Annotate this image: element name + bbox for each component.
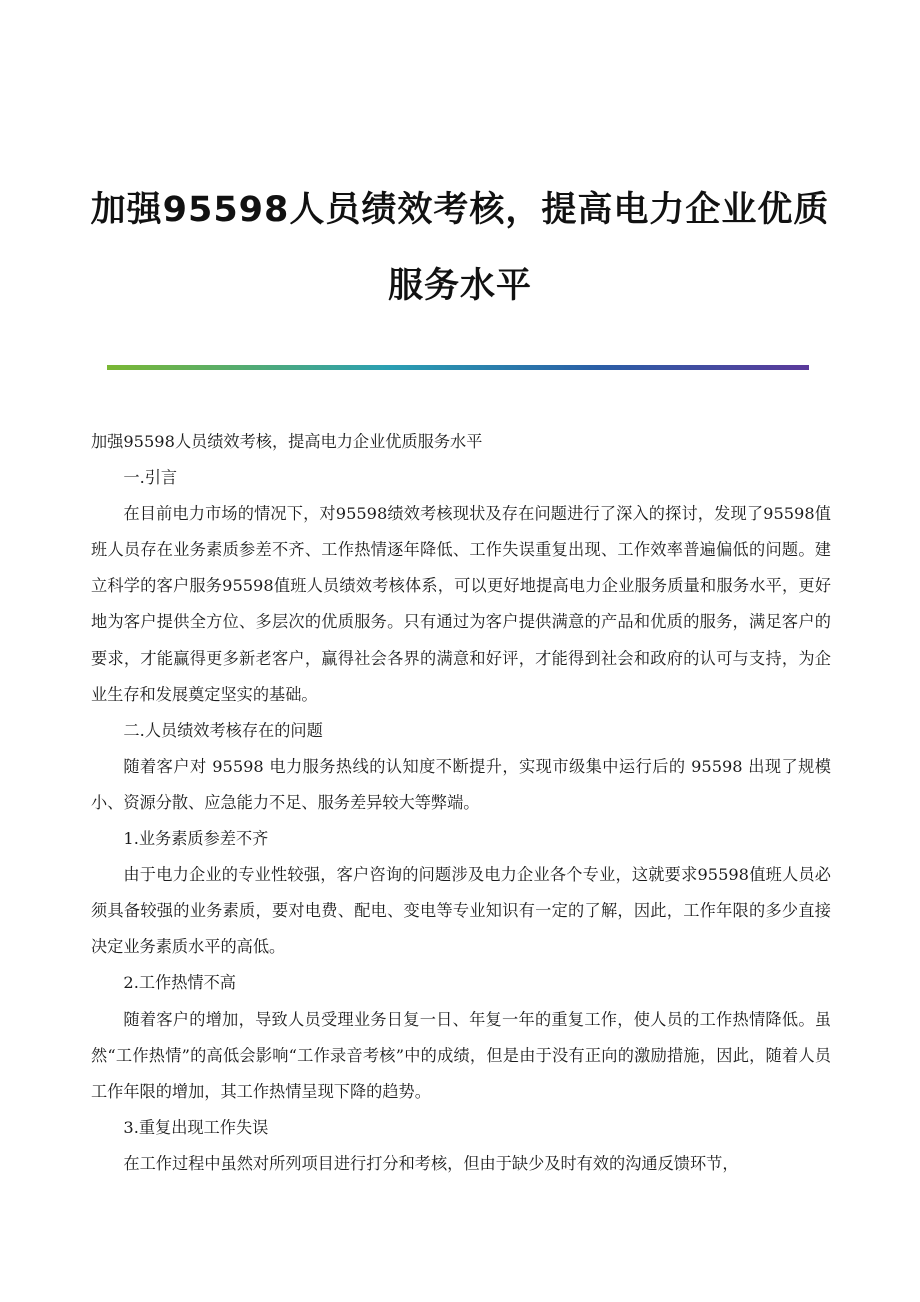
- paragraph: 在工作过程中虽然对所列项目进行打分和考核，但由于缺少及时有效的沟通反馈环节，: [123, 1153, 739, 1173]
- subsection-heading: 2.工作热情不高: [123, 973, 236, 993]
- document-subtitle: 加强95598人员绩效考核，提高电力企业优质服务水平: [91, 432, 483, 451]
- subsection-heading: 3.重复出现工作失误: [123, 1117, 269, 1137]
- section-heading-intro: 一.引言: [123, 468, 178, 488]
- title-line-2: 服务水平: [387, 266, 532, 306]
- paragraph: 在目前电力市场的情况下，对95598绩效考核现状及存在问题进行了深入的探讨，发现了95598值班人员存在业务素质参差不齐、工作热情逐年降低、工作失误重复出现、工作效率普遍偏低的问题。建立科学的客户服务95598值班人员绩效考核体系，可以更好地提高电力企业服务质量和服务水平，更好地为客户提供全方位、多层次的优质服务。只有通过为客户提供满意的产品和优质的服务，满足客户的要求，才能赢得更多新老客户，赢得社会各界的满意和好评，才能得到社会和政府的认可与支持，为企业生存和发展奠定坚实的基础。: [91, 504, 831, 704]
- document-title: [60, 172, 860, 324]
- subsection-heading: 1.业务素质参差不齐: [123, 829, 269, 849]
- title-divider: [107, 365, 809, 370]
- paragraph: 随着客户对 95598 电力服务热线的认知度不断提升，实现市级集中运行后的 95598 出现了规模小、资源分散、应急能力不足、服务差异较大等弊端。: [91, 756, 831, 812]
- document-body: [91, 424, 831, 1182]
- section-heading-problems: 二.人员绩效考核存在的问题: [123, 720, 323, 740]
- paragraph: 随着客户的增加，导致人员受理业务日复一日、年复一年的重复工作，使人员的工作热情降低。虽然“工作热情”的高低会影响“工作录音考核”中的成绩，但是由于没有正向的激励措施，因此，随着人员工作年限的增加，其工作热情呈现下降的趋势。: [91, 1009, 831, 1101]
- title-line-1: 加强95598人员绩效考核，提高电力企业优质: [90, 190, 830, 230]
- paragraph: 由于电力企业的专业性较强，客户咨询的问题涉及电力企业各个专业，这就要求95598值班人员必须具备较强的业务素质，要对电费、配电、变电等专业知识有一定的了解，因此，工作年限的多少直接决定业务素质水平的高低。: [91, 865, 831, 957]
